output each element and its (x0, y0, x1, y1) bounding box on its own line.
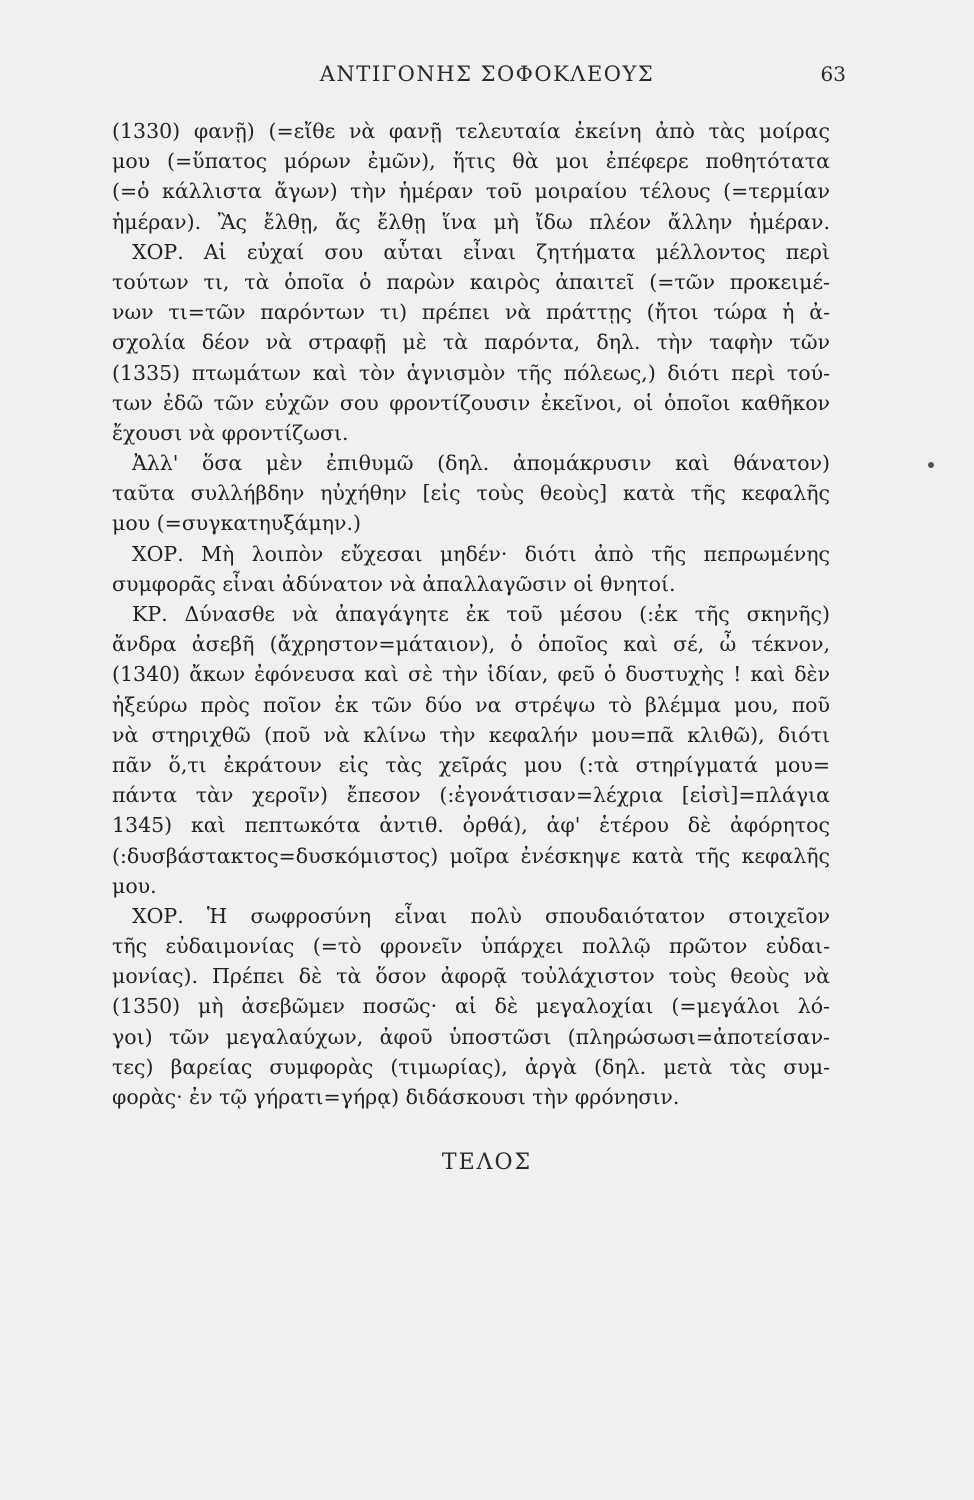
text-line: ΧΟΡ. Ἡ σωφροσύνη εἶναι πολὺ σπουδαιότατον στοιχεῖον (132, 903, 830, 928)
text-line: ἠξεύρω πρὸς ποῖον ἐκ τῶν δύο να στρέψω τὸ βλέμμα μου, ποῦ (112, 692, 830, 717)
commentary-text (112, 116, 830, 1112)
text-line: πᾶν ὅ,τι ἐκράτουν εἰς τὰς χεῖράς μου (:τὰ στηρίγματά μου= (112, 752, 830, 777)
text-line: φορὰς· ἐν τῷ γήρατι=γήρᾳ) διδάσκουσι τὴν φρόνησιν. (112, 1085, 680, 1109)
text-line: μου (=ὕπατος μόρων ἐμῶν), ἥτις θὰ μοι ἐπέφερε ποθητότατα (112, 149, 830, 174)
text-line: μου. (112, 873, 157, 898)
text-line: ἄνδρα ἀσεβῆ (ἄχρηστον=μάταιον), ὁ ὁποῖος καὶ σέ, ὦ τέκνον, (112, 632, 830, 657)
text-line: πάντα τὰν χεροῖν) ἔπεσον (:ἐγονάτισαν=λέχρια [εἰσὶ]=πλάγια (112, 783, 830, 808)
text-line: σχολία δέον νὰ στραφῇ μὲ τὰ παρόντα, δηλ. τὴν ταφὴν τῶν (112, 330, 830, 355)
text-line: νων τι=τῶν παρόντων τι) πρέπει νὰ πράττῃς (ἤτοι τώρα ἡ ἀ- (112, 300, 830, 325)
text-line: γοι) τῶν μεγαλαύχων, ἀφοῦ ὑποστῶσι (πληρώσωσι=ἀποτείσαν- (112, 1024, 830, 1049)
text-line: ΚΡ. Δύνασθε νὰ ἀπαγάγητε ἐκ τοῦ μέσου (:ἐκ τῆς σκηνῆς) (132, 602, 830, 626)
text-line: τῆς εὐδαιμονίας (=τὸ φρονεῖν ὑπάρχει πολλῷ πρῶτον εὐδαι- (112, 934, 830, 959)
text-line: ἔχουσι νὰ φροντίζωσι. (112, 420, 349, 445)
text-line: ΧΟΡ. Αἱ εὐχαί σου αὗται εἶναι ζητήματα μέλλοντος περὶ (132, 239, 830, 264)
running-head (0, 58, 974, 88)
text-line: (:δυσβάστακτος=δυσκόμιστος) μοῖρα ἐνέσκηψε κατὰ τῆς κεφαλῆς (112, 843, 830, 868)
page-number: 63 (820, 62, 846, 86)
text-line: των ἐδῶ τῶν εὐχῶν σου φροντίζουσιν ἐκεῖνοι, οἱ ὁποῖοι καθῆκον (112, 390, 830, 415)
print-speck (928, 462, 934, 468)
running-title: ΑΝΤΙΓΟΝΗΣ ΣΟΦΟΚΛΕΟΥΣ (319, 62, 655, 86)
text-line: συμφορᾶς εἶναι ἀδύνατον νὰ ἀπαλλαγῶσιν οἱ θνητοί. (112, 571, 676, 596)
text-line: (1330) φανῇ) (=εἴθε νὰ φανῇ τελευταία ἐκείνη ἀπὸ τὰς μοίρας (112, 119, 830, 143)
text-line: (1350) μὴ ἀσεβῶμεν ποσῶς· αἱ δὲ μεγαλοχίαι (=μεγάλοι λό- (112, 994, 830, 1019)
end-mark: ΤΕΛΟΣ (441, 1150, 533, 1175)
text-line: μονίας). Πρέπει δὲ τὰ ὅσον ἀφορᾷ τοὐλάχιστον τοὺς θεοὺς νὰ (112, 964, 830, 989)
text-line: νὰ στηριχθῶ (ποῦ νὰ κλίνω τὴν κεφαλήν μου=πᾶ κλιθῶ), διότι (112, 722, 830, 747)
text-line: ταῦτα συλλήβδην ηὐχήθην [εἰς τοὺς θεοὺς] κατὰ τῆς κεφαλῆς (112, 481, 830, 506)
text-line: τούτων τι, τὰ ὁποῖα ὁ παρὼν καιρὸς ἀπαιτεῖ (=τῶν προκειμέ- (112, 269, 830, 294)
text-line: (1340) ἄκων ἐφόνευσα καὶ σὲ τὴν ἰδίαν, φεῦ ὁ δυστυχὴς ! καὶ δὲν (112, 662, 830, 687)
text-line: ΧΟΡ. Μὴ λοιπὸν εὔχεσαι μηδέν· διότι ἀπὸ τῆς πεπρωμένης (132, 541, 830, 566)
text-line: μου (=συγκατηυξάμην.) (112, 511, 361, 536)
text-line: (1335) πτωμάτων καὶ τὸν ἁγνισμὸν τῆς πόλεως,) διότι περὶ τού- (112, 360, 830, 385)
text-line: τες) βαρείας συμφορὰς (τιμωρίας), ἀργὰ (δηλ. μετὰ τὰς συμ- (112, 1054, 830, 1079)
text-line: 1345) καὶ πεπτωκότα ἀντιθ. ὀρθά), ἀφ' ἑτέρου δὲ ἀφόρητος (112, 813, 830, 838)
text-line: ἡμέραν). Ἂς ἔλθῃ, ἄς ἔλθῃ ἵνα μὴ ἴδω πλέον ἄλλην ἡμέραν. (112, 209, 830, 234)
text-line: (=ὁ κάλλιστα ἄγων) τὴν ἡμέραν τοῦ μοιραίου τέλους (=τερμίαν (112, 179, 830, 204)
text-line: Ἀλλ' ὅσα μὲν ἐπιθυμῶ (δηλ. ἀπομάκρυσιν καὶ θάνατον) (132, 451, 830, 476)
